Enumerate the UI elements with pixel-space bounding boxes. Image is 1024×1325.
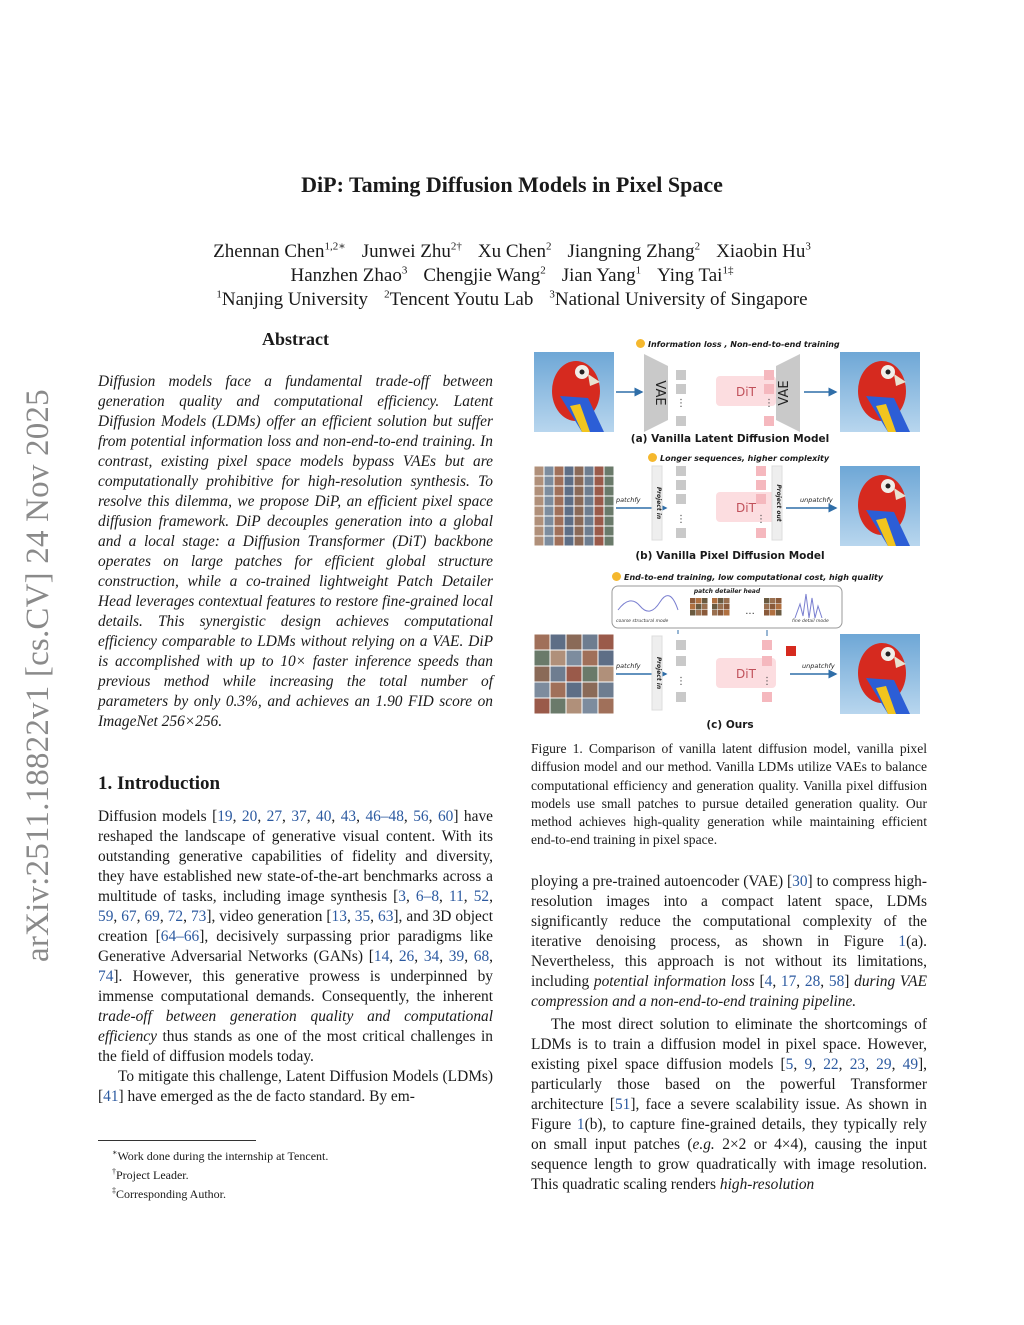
citation-link[interactable]: 9: [804, 1056, 813, 1073]
detail-patch: [776, 610, 782, 616]
affiliation: $^1$Nanjing University: [216, 289, 369, 311]
image-patch: [567, 667, 582, 682]
image-patch: [535, 517, 544, 526]
citation-link[interactable]: 35: [354, 908, 371, 925]
detail-patch: [764, 604, 770, 610]
latent-tokens-in: [676, 370, 686, 426]
citation-link[interactable]: 43: [340, 808, 357, 825]
svg-text:⋮: ⋮: [676, 398, 686, 409]
image-patch: [575, 537, 584, 546]
smile-face-icon: [612, 572, 621, 581]
author-name: Xu Chen$^2$: [477, 241, 552, 263]
citation-link[interactable]: 29: [876, 1056, 892, 1073]
note-a: Information loss , Non-end-to-end training: [636, 339, 840, 349]
image-patch: [595, 467, 604, 476]
citation-link[interactable]: 63: [378, 908, 394, 925]
image-patch: [595, 527, 604, 536]
citation-link[interactable]: 52: [473, 888, 490, 905]
image-patch: [545, 497, 554, 506]
detail-patch: [724, 598, 730, 604]
image-patch: [545, 517, 554, 526]
image-patch: [583, 699, 598, 714]
patchified-image-c: [535, 635, 614, 714]
image-patch: [595, 507, 604, 516]
emphasis-text: potential information loss: [593, 973, 755, 990]
citation-link[interactable]: 34: [423, 948, 440, 965]
image-patch: [575, 517, 584, 526]
image-patch: [545, 537, 554, 546]
citation-link[interactable]: 64–66: [160, 928, 200, 945]
image-patch: [565, 497, 574, 506]
parrot-image-output-a: [840, 352, 920, 432]
image-patch: [595, 497, 604, 506]
unpatchfy-label-b: unpatchfy: [800, 496, 833, 504]
dit-block-b: [716, 492, 776, 522]
image-patch: [605, 497, 614, 506]
image-patch: [605, 467, 614, 476]
patch-detailer-head-label: patch detailer head: [693, 588, 761, 595]
detail-patch: [770, 610, 776, 616]
image-patch: [535, 635, 550, 650]
affiliations: [0, 289, 1024, 311]
coarse-mode-label: coarse structural mode: [616, 619, 669, 624]
image-patch: [583, 651, 598, 666]
panel-b: [535, 466, 921, 546]
image-patch: [545, 477, 554, 486]
image-patch: [575, 497, 584, 506]
citation-link[interactable]: 59: [98, 908, 114, 925]
svg-text:⋮: ⋮: [764, 398, 774, 409]
image-patch: [535, 487, 544, 496]
image-patch: [551, 635, 566, 650]
image-patch: [599, 683, 614, 698]
image-patch: [555, 517, 564, 526]
citation-link[interactable]: 4: [764, 973, 773, 990]
intro-heading: 1. Introduction: [98, 773, 221, 794]
detail-patch: [690, 610, 696, 616]
image-patch: [595, 487, 604, 496]
detail-patch: [776, 604, 782, 610]
citation-link[interactable]: 74: [98, 968, 114, 985]
authors-line-2: [0, 265, 1024, 287]
detail-patch: [690, 598, 696, 604]
image-patch: [535, 477, 544, 486]
abstract-text: Diffusion models face a fundamental trade-off between generation quality and computational efficiency. Latent Diffusion Models (LDMs) offer an efficient solution but suffer from potential information loss and non-end-to-end training. In contrast, existing pixel space models bypass VAEs but are computationally prohibitive for high-resolution synthesis. To resolve this dilemma, we propose DiP, an efficient pixel space diffusion framework. DiP decouples generation into a global and a local stage: a Diffusion Transformer (DiT) backbone operates on large patches for efficient global structure construction, while a co-trained lightweight Patch Detailer Head leverages contextual features to restore fine-grained local details. This synergistic design achieves computational efficiency comparable to LDMs without relying on a VAE. DiP is accomplished with up to 10× faster inference speeds than previous method while increasing the total number of parameters by only 0.3%, and achieves an 1.90 FID score on ImageNet 256×256.: [98, 373, 493, 730]
citation-link[interactable]: 26: [398, 948, 415, 965]
image-patch: [565, 467, 574, 476]
citation-link[interactable]: 19: [217, 808, 233, 825]
figure-1: [530, 336, 930, 736]
detail-patch: [690, 604, 696, 610]
image-patch: [535, 527, 544, 536]
footnotes: [112, 1145, 492, 1202]
citation-link[interactable]: 69: [144, 908, 160, 925]
citation-link[interactable]: 72: [167, 908, 184, 925]
image-patch: [565, 517, 574, 526]
project-out-label-b: Project out: [775, 484, 782, 522]
image-patch: [555, 537, 564, 546]
image-patch: [599, 699, 614, 714]
image-patch: [585, 537, 594, 546]
image-patch: [605, 477, 614, 486]
image-patch: [599, 667, 614, 682]
vae-encoder-label: VAE: [652, 380, 667, 406]
image-patch: [599, 651, 614, 666]
emphasis-text: during VAE compression and a non-end-to-end training pipeline.: [531, 973, 927, 1010]
citation-link[interactable]: 23: [849, 1056, 866, 1073]
detail-patch: [712, 610, 718, 616]
detail-patch: [770, 604, 776, 610]
author-name: Zhennan Chen$^{1,2∗}$: [213, 241, 346, 263]
figure-1-diagram: [530, 336, 930, 736]
caption-c: (c) Ours: [706, 719, 754, 731]
image-patch: [595, 477, 604, 486]
footnote: †Project Leader.: [112, 1167, 189, 1182]
emphasis-text: trade-off between generation quality and computational efficiency: [98, 1008, 493, 1045]
vae-decoder-label: VAE: [777, 380, 792, 406]
parrot-image-output-b: [840, 466, 920, 546]
emphasis-text: e.g.: [692, 1136, 715, 1153]
citation-link[interactable]: 73: [190, 908, 207, 925]
detail-patch: [770, 598, 776, 604]
vae-decoder: [776, 354, 800, 432]
author-name: Xiaobin Hu$^3$: [716, 241, 811, 263]
image-patch: [605, 537, 614, 546]
emphasis-text: high-resolution: [719, 1176, 815, 1193]
author-name: Chengjie Wang$^2$: [423, 265, 546, 287]
citation-link[interactable]: 49: [902, 1056, 919, 1073]
author-name: Hanzhen Zhao$^3$: [290, 265, 408, 287]
image-patch: [583, 635, 598, 650]
image-patch: [567, 683, 582, 698]
image-patch: [555, 497, 564, 506]
right-column-text: ploying a pre-trained autoencoder (VAE) [30] to compress high-resolution images into a compact latent space, LDMs significantly reduce the computational complexity of the iterative denoising process, as shown in Figure 1(a). Nevertheless, this approach is not without its limitations, including potential information loss [4, 17, 28, 58] during VAE compression and a non-end-to-end training pipeline. The most direct solution to eliminate the shortcomings of LDMs is to train a diffusion model in pixel space. However, existing pixel space diffusion models [5, 9, 22, 23, 29, 49], particularly those based on the powerful Transformer architecture [51], face a severe scalability issue. As shown in Figure 1(b), to capture fine-grained details, they typically rely on small input patches (e.g. 2×2 or 4×4), causing the input sequence length to grow quadratically with image resolution. This quadratic scaling renders high-resolution: [531, 873, 928, 1193]
citation-link[interactable]: 56: [413, 808, 429, 825]
pixel-tokens-in-b: [676, 466, 686, 538]
detail-patch: [702, 604, 708, 610]
image-patch: [535, 667, 550, 682]
detail-patch: [696, 604, 702, 610]
image-patch: [555, 467, 564, 476]
note-c: End-to-end training, low computational cost, high quality: [612, 572, 883, 582]
footnote: ∗Work done during the internship at Tencent.: [112, 1148, 329, 1163]
affiliation: $^2$Tencent Youtu Lab: [384, 289, 534, 311]
image-patch: [551, 683, 566, 698]
image-patch: [585, 497, 594, 506]
detail-patch: [696, 610, 702, 616]
image-patch: [585, 507, 594, 516]
detail-patch: [718, 598, 724, 604]
citation-link[interactable]: 46–48: [365, 808, 404, 825]
dit-label-a: DiT: [736, 385, 756, 399]
citation-link[interactable]: 3: [398, 888, 406, 905]
arxiv-identifier: arXiv:2511.18822v1 [cs.CV] 24 Nov 2025: [20, 389, 56, 962]
image-patch: [565, 527, 574, 536]
image-patch: [555, 507, 564, 516]
image-patch: [535, 699, 550, 714]
citation-link[interactable]: 5: [785, 1056, 794, 1073]
citation-link[interactable]: 17: [780, 973, 797, 990]
abstract-heading: Abstract: [262, 329, 329, 349]
citation-link[interactable]: 1: [898, 933, 907, 950]
image-patch: [545, 527, 554, 536]
image-patch: [575, 527, 584, 536]
image-patch: [551, 699, 566, 714]
image-patch: [605, 487, 614, 496]
detail-patch: [696, 598, 702, 604]
image-patch: [555, 477, 564, 486]
project-in-label-c: Project in: [655, 656, 662, 690]
image-patch: [551, 667, 566, 682]
unpatchfy-label-c: unpatchfy: [802, 662, 835, 670]
image-patch: [555, 527, 564, 536]
pixel-tokens-in-c: [676, 640, 686, 702]
image-patch: [535, 683, 550, 698]
image-patch: [585, 517, 594, 526]
paper-title: DiP: Taming Diffusion Models in Pixel Space: [301, 172, 723, 197]
note-b: Longer sequences, higher complexity: [648, 453, 829, 463]
panel-a: [534, 352, 920, 432]
sad-face-icon: [648, 453, 657, 462]
image-patch: [545, 487, 554, 496]
citation-link[interactable]: 39: [448, 948, 465, 965]
citation-link[interactable]: 30: [792, 873, 808, 890]
citation-link[interactable]: 1: [576, 1116, 585, 1133]
ellipsis-c: ...: [745, 606, 755, 617]
image-patch: [565, 537, 574, 546]
image-patch: [565, 477, 574, 486]
image-patch: [599, 635, 614, 650]
image-patch: [585, 477, 594, 486]
detail-patch: [718, 610, 724, 616]
author-name: Jiangning Zhang$^2$: [567, 241, 701, 263]
image-patch: [585, 467, 594, 476]
detail-patch: [764, 598, 770, 604]
image-patch: [595, 517, 604, 526]
patch-detailer-head-box: [612, 586, 842, 628]
dit-label-b: DiT: [736, 501, 756, 515]
image-patch: [545, 507, 554, 516]
svg-text:⋮: ⋮: [676, 514, 686, 525]
image-patch: [545, 467, 554, 476]
svg-text:⋮: ⋮: [676, 676, 686, 687]
image-patch: [565, 507, 574, 516]
image-patch: [555, 487, 564, 496]
citation-link[interactable]: 28: [804, 973, 821, 990]
image-patch: [567, 635, 582, 650]
intro-paragraph-1: Diffusion models [19, 20, 27, 37, 40, 43, 46–48, 56, 60] have reshaped the landscape of generative visual content. With its outstanding generative capabilities of fidelity and diversity, they have established new state-of-the-art benchmarks across a multitude of tasks, including image synthesis [3, 6–8, 11, 52, 59, 67, 69, 72, 73], video generation [13, 35, 63], and 3D object creation [64–66], decisively surpassing prior paradigms like Generative Adversarial Networks (GANs) [14, 26, 34, 39, 68, 74]. However, this generative prowess is underpinned by immense computational demands. Consequently, the inherent trade-off between generation quality and computational efficiency thus stands as one of the most critical challenges in the field of diffusion models today. To mitigate this challenge, Latent Diffusion Models (LDMs) [41] have emerged as the de facto standard. By em-: [98, 808, 494, 1105]
detail-patch: [712, 598, 718, 604]
patchfy-label-c: patchfy: [616, 662, 641, 670]
vae-encoder: [644, 354, 668, 432]
svg-text:⋮: ⋮: [762, 676, 772, 687]
pixel-tokens-out-b: [756, 466, 766, 538]
citation-link[interactable]: 37: [291, 808, 307, 825]
image-patch: [565, 487, 574, 496]
image-patch: [535, 467, 544, 476]
detail-patch: [764, 610, 770, 616]
author-name: Jian Yang$^1$: [561, 265, 642, 287]
detail-patch: [776, 598, 782, 604]
author-name: Junwei Zhu$^{2\dagger}$: [361, 241, 462, 263]
image-patch: [583, 683, 598, 698]
sad-face-icon: [636, 339, 645, 348]
citation-link[interactable]: 22: [823, 1056, 839, 1073]
image-patch: [575, 487, 584, 496]
image-patch: [575, 477, 584, 486]
fine-mode-label: fine detail mode: [792, 619, 829, 624]
citation-link[interactable]: 11: [448, 888, 464, 905]
image-patch: [535, 651, 550, 666]
patchfy-label-b: patchfy: [616, 496, 641, 504]
detail-patch: [718, 604, 724, 610]
citation-link[interactable]: 20: [241, 808, 258, 825]
image-patch: [583, 667, 598, 682]
author-name: Ying Tai$^{1\ddagger}$: [657, 265, 734, 287]
citation-link[interactable]: 14: [373, 948, 390, 965]
footnote: ‡Corresponding Author.: [112, 1186, 226, 1201]
panel-c: [535, 586, 921, 714]
image-patch: [567, 699, 582, 714]
detail-patch: [702, 610, 708, 616]
svg-text:⋮: ⋮: [756, 514, 766, 525]
latent-tokens-out: [764, 370, 774, 426]
citation-link[interactable]: 6–8: [415, 888, 440, 905]
citation-link[interactable]: 40: [316, 808, 332, 825]
image-patch: [605, 517, 614, 526]
patchified-image-b: [535, 467, 614, 546]
authors-line-1: [0, 240, 1024, 263]
detail-patch: [712, 604, 718, 610]
citation-link[interactable]: 68: [473, 948, 490, 965]
citation-link[interactable]: 67: [121, 908, 137, 925]
dit-label-c: DiT: [736, 667, 756, 681]
citation-link[interactable]: 13: [331, 908, 347, 925]
citation-link[interactable]: 41: [103, 1088, 119, 1105]
image-patch: [595, 537, 604, 546]
image-patch: [535, 537, 544, 546]
detail-patch: [724, 604, 730, 610]
affiliation: $^3$National University of Singapore: [549, 289, 808, 311]
citation-link[interactable]: 60: [437, 808, 454, 825]
citation-link[interactable]: 58: [828, 973, 845, 990]
caption-b: (b) Vanilla Pixel Diffusion Model: [635, 550, 825, 562]
image-patch: [535, 497, 544, 506]
image-patch: [605, 527, 614, 536]
footnote-rule: [98, 1140, 256, 1141]
detail-patch: [724, 610, 730, 616]
caption-a: (a) Vanilla Latent Diffusion Model: [630, 433, 830, 445]
figure-1-caption: Figure 1. Comparison of vanilla latent diffusion model, vanilla pixel diffusion model and our method. Vanilla LDMs utilize VAEs to balance computational efficiency and generation quality. Vanilla pixel diffusion models use small patches to pursue detailed generation quality. Our method achieves high-quality generation while maintaining efficient end-to-end training in pixel space.: [531, 741, 927, 848]
image-patch: [551, 651, 566, 666]
detail-patch: [702, 598, 708, 604]
project-in-label-b: Project in: [655, 486, 662, 520]
image-patch: [605, 507, 614, 516]
image-patch: [585, 487, 594, 496]
image-patch: [535, 507, 544, 516]
parrot-image-input-a: [534, 352, 614, 432]
image-patch: [575, 507, 584, 516]
image-patch: [575, 467, 584, 476]
image-patch: [585, 527, 594, 536]
parrot-image-output-c: [840, 634, 920, 714]
citation-link[interactable]: 27: [266, 808, 283, 825]
image-patch: [567, 651, 582, 666]
citation-link[interactable]: 51: [614, 1096, 631, 1113]
